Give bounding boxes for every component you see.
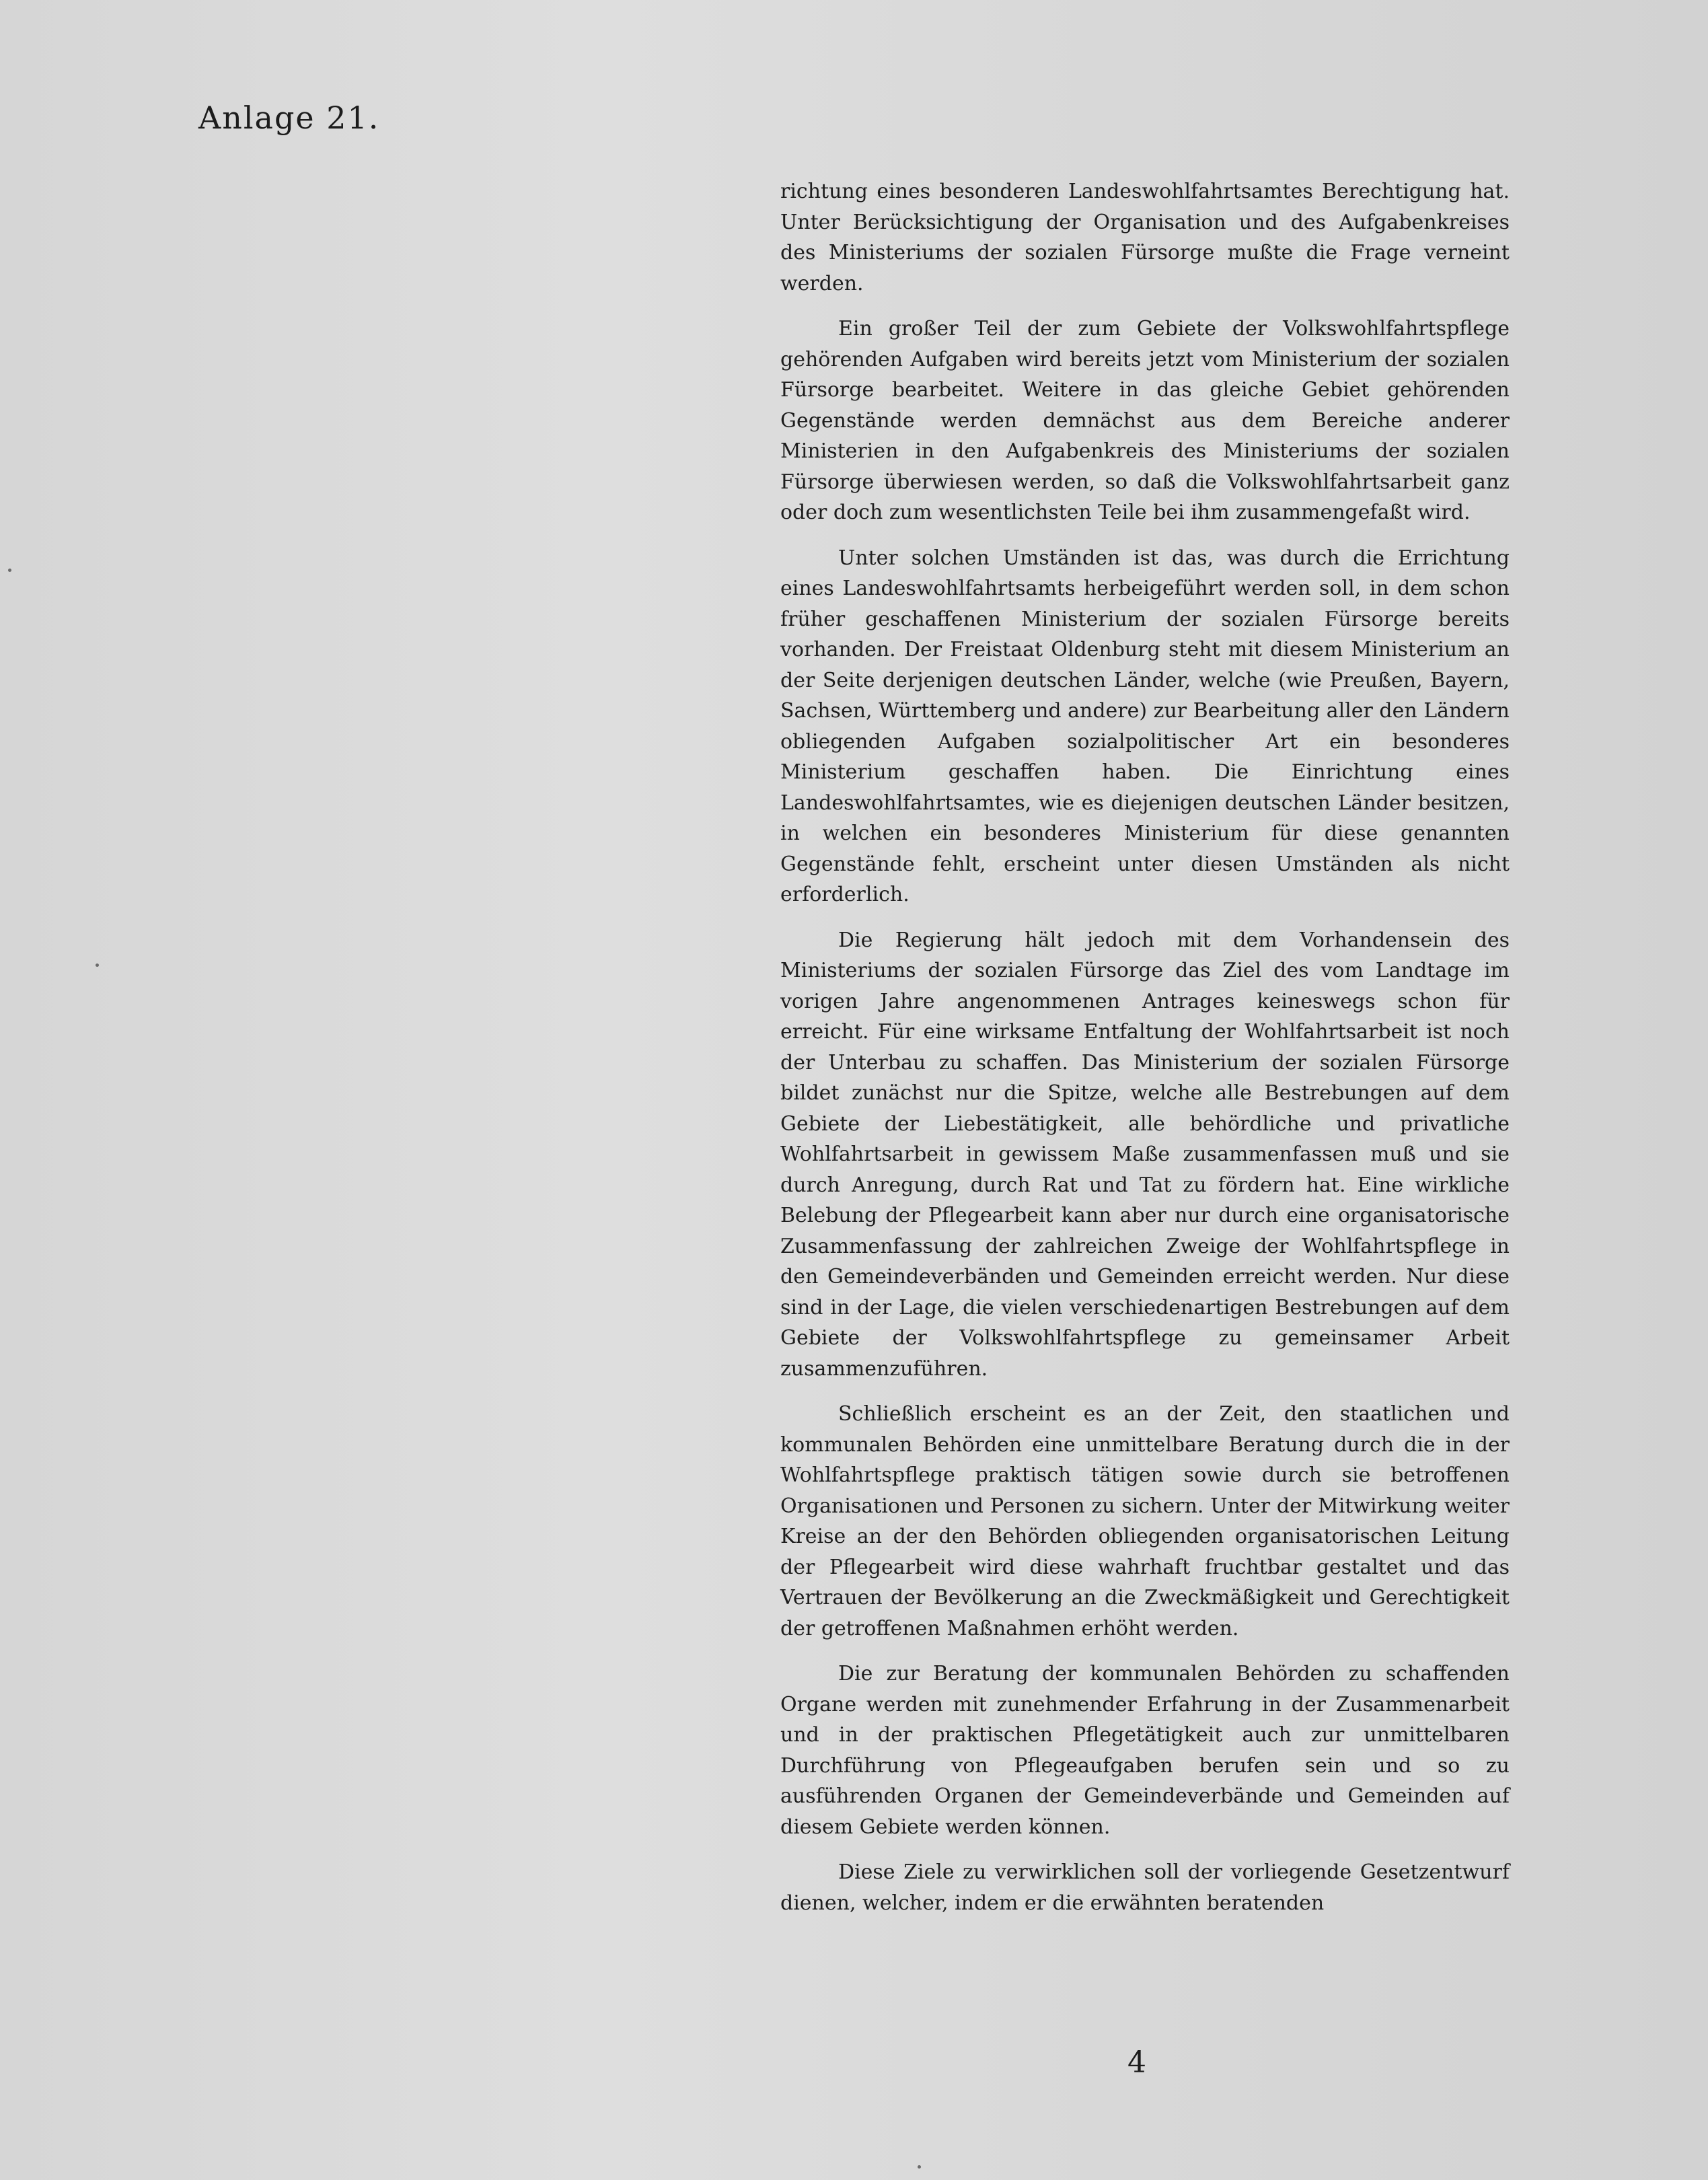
paragraph-continuation: richtung eines besonderen Landeswohlfahrtsamtes Berechtigung hat. Unter Berücksichtigung der Organisation und des Aufgabenkreises des Ministeriums der sozialen Fürsorge mußte die Frage verneint werden. bbox=[780, 180, 1510, 295]
paragraph: Unter solchen Umständen ist das, was durch die Errichtung eines Landeswohlfahrtsamts herbeigeführt werden soll, in dem schon früher geschaffenen Ministerium der sozialen Fürsorge bereits vorhanden. Der Freistaat Oldenburg steht mit diesem Ministerium an der Seite derjenigen deutschen Länder, welche (wie Preußen, Bayern, Sachsen, Württemberg und andere) zur Bearbeitung aller den Ländern obliegenden Aufgaben sozialpolitischer Art ein besonderes Ministerium geschaffen haben. Die Einrichtung eines Landeswohlfahrtsamtes, wie es diejenigen deutschen Länder besitzen, in welchen ein besonderes Ministerium für diese genannten Gegenstände fehlt, erscheint unter diesen Umständen als nicht erforderlich. bbox=[780, 546, 1510, 906]
paragraph: Ein großer Teil der zum Gebiete der Volkswohlfahrtspflege gehörenden Aufgaben wird bereits jetzt vom Ministerium der sozialen Fürsorge bearbeitet. Weitere in das gleiche Gebiet gehörenden Gegenstände werden demnächst aus dem Bereiche anderer Ministerien in den Aufgabenkreis des Ministeriums der sozialen Fürsorge überwiesen werden, so daß die Volkswohlfahrtsarbeit ganz oder doch zum wesentlichsten Teile bei ihm zusammengefaßt wird. bbox=[780, 317, 1510, 524]
paper-speck bbox=[96, 964, 99, 967]
text-column bbox=[780, 176, 1510, 1933]
paper-speck bbox=[918, 2165, 921, 2169]
paragraph: Schließlich erscheint es an der Zeit, den staatlichen und kommunalen Behörden eine unmittelbare Beratung durch die in der Wohlfahrtspflege praktisch tätigen sowie durch sie betroffenen Organisationen und Personen zu sichern. Unter der Mitwirkung weiter Kreise an der den Behörden obliegenden organisatorischen Leitung der Pflegearbeit wird diese wahrhaft fruchtbar gestaltet und das Vertrauen der Bevölkerung an die Zweckmäßigkeit und Gerechtigkeit der getroffenen Maßnahmen erhöht werden. bbox=[780, 1402, 1510, 1640]
paragraph: Die zur Beratung der kommunalen Behörden zu schaffenden Organe werden mit zunehmender Erfahrung in der Zusammenarbeit und in der praktischen Pflegetätigkeit auch zur unmittelbaren Durchführung von Pflegeaufgaben berufen sein und so zu ausführenden Organen der Gemeindeverbände und Gemeinden auf diesem Gebiete werden können. bbox=[780, 1662, 1510, 1839]
appendix-heading: Anlage 21. bbox=[198, 100, 380, 136]
paper-speck bbox=[8, 569, 11, 572]
paragraph-last: Diese Ziele zu verwirklichen soll der vorliegende Gesetzentwurf dienen, welcher, indem er die erwähnten beratenden bbox=[780, 1860, 1510, 1915]
paragraph: Die Regierung hält jedoch mit dem Vorhandensein des Ministeriums der sozialen Fürsorge das Ziel des vom Landtage im vorigen Jahre angenommenen Antrages keineswegs schon für erreicht. Für eine wirksame Entfaltung der Wohlfahrtsarbeit ist noch der Unterbau zu schaffen. Das Ministerium der sozialen Fürsorge bildet zunächst nur die Spitze, welche alle Bestrebungen auf dem Gebiete der Liebestätigkeit, alle behördliche und privatliche Wohlfahrtsarbeit in gewissem Maße zusammenfassen muß und sie durch Anregung, durch Rat und Tat zu fördern hat. Eine wirkliche Belebung der Pflegearbeit kann aber nur durch eine organisatorische Zusammenfassung der zahlreichen Zweige der Wohlfahrtspflege in den Gemeindeverbänden und Gemeinden erreicht werden. Nur diese sind in der Lage, die vielen verschiedenartigen Bestrebungen auf dem Gebiete der Volkswohlfahrtspflege zu gemeinsamer Arbeit zusammenzuführen. bbox=[780, 928, 1510, 1381]
page-number: 4 bbox=[1127, 2045, 1146, 2080]
